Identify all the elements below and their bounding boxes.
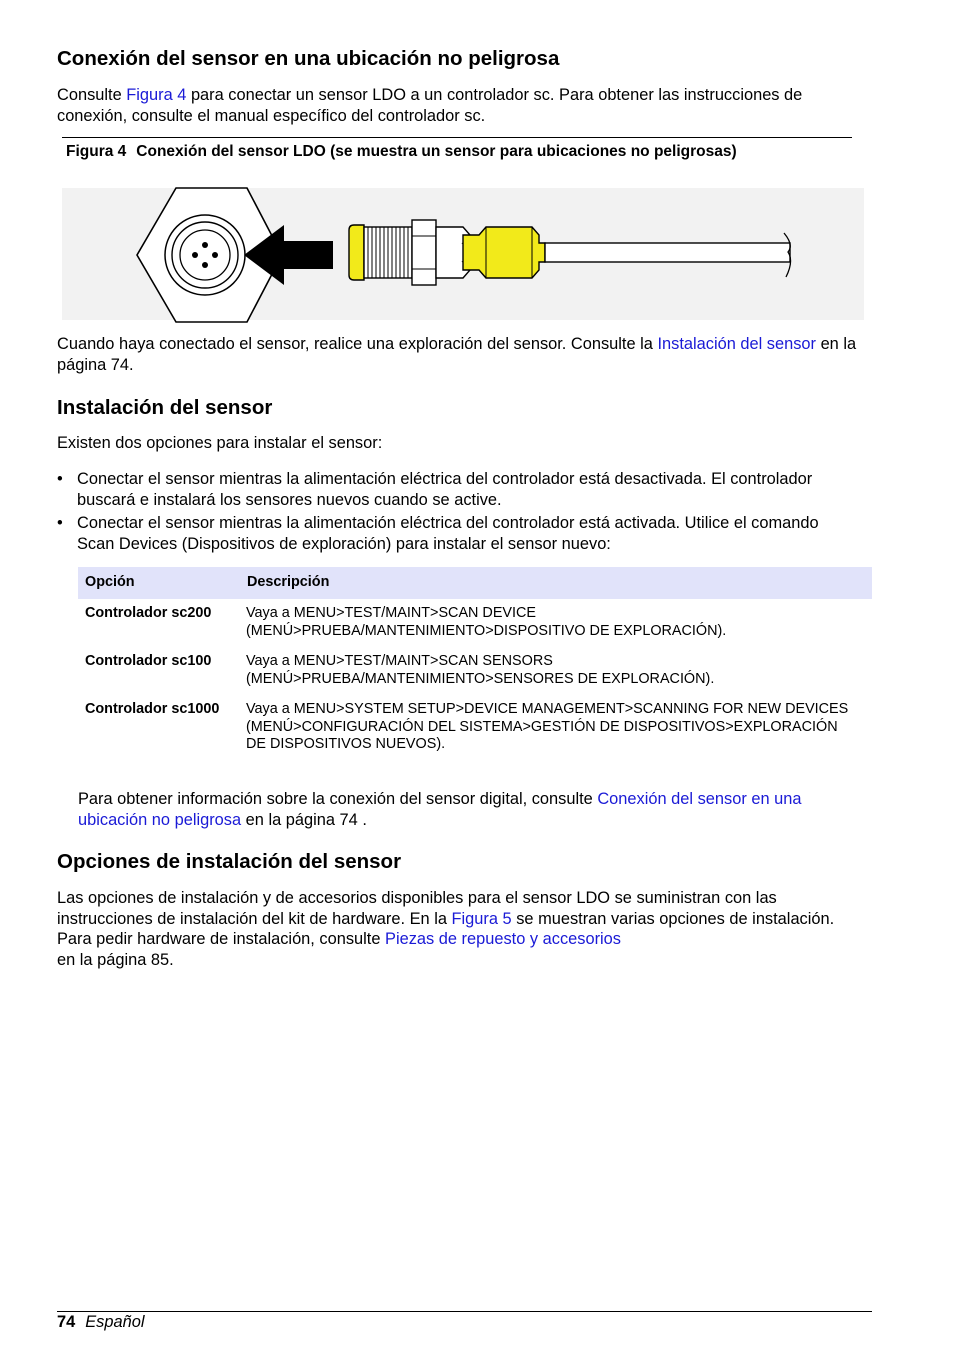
after-figure-text-end: en la página 74.: [57, 335, 857, 374]
installation-options-list: [57, 469, 847, 557]
install-options-text-3: en la página 85.: [57, 950, 174, 969]
section1-intro: [57, 85, 867, 126]
section-heading-connection: Conexión del sensor en una ubicación no peligrosa: [57, 47, 560, 70]
install-options-text: [57, 888, 867, 970]
table-row: [78, 647, 872, 695]
header-description: Descripción: [240, 567, 872, 599]
spare-parts-link[interactable]: Piezas de repuesto y accesorios: [385, 930, 621, 948]
after-figure-text: [57, 334, 867, 375]
figure4-caption-text: Conexión del sensor LDO (se muestra un sensor para ubicaciones no peligrosas): [136, 143, 737, 160]
page-number: 74: [57, 1313, 76, 1331]
figure4-illustration: [62, 183, 864, 325]
description-cell: Vaya a MENU>SYSTEM SETUP>DEVICE MANAGEMENT>SCANNING FOR NEW DEVICES (MENÚ>CONFIGURACIÓN DEL SISTEMA>GESTIÓN DE DISPOSITIVOS>EXPLORACIÓN DE DISPOSITIVOS NUEVOS).: [246, 701, 849, 752]
footer-rule: [57, 1311, 872, 1312]
footer-language: Español: [85, 1313, 145, 1331]
option-cell: Controlador sc100: [85, 653, 212, 669]
sensor-installation-link[interactable]: Instalación del sensor: [657, 335, 817, 353]
after-table-text-end: en la página 74 .: [241, 810, 367, 829]
bullet-icon: •: [57, 470, 63, 488]
table-row: [78, 599, 872, 647]
after-table-text: [78, 789, 868, 830]
page-footer: [57, 1312, 144, 1333]
option-cell: Controlador sc1000: [85, 701, 220, 717]
list-item-text: Conectar el sensor mientras la alimentación eléctrica del controlador está activada. Utilice el comando Scan Devices (Dispositivos de exploración) para instalar el sensor nuevo:: [77, 514, 819, 553]
connection-nonhazardous-link[interactable]: Conexión del sensor en una ubicación no peligrosa: [78, 790, 802, 829]
option-cell: Controlador sc200: [85, 605, 212, 621]
description-cell: Vaya a MENU>TEST/MAINT>SCAN SENSORS (MENÚ>PRUEBA/MANTENIMIENTO>SENSORES DE EXPLORACIÓN).: [246, 653, 715, 687]
list-item-text: Conectar el sensor mientras la alimentación eléctrica del controlador está desactivada. El controlador buscará e instalará los sensores nuevos cuando se active.: [77, 470, 813, 509]
intro-text-end: para conectar un sensor LDO a un controlador sc. Para obtener las instrucciones de conexión, consulte el manual específico del controlador sc.: [57, 86, 803, 125]
figure4-caption: [66, 143, 737, 161]
figure5-link[interactable]: Figura 5: [451, 909, 512, 928]
list-item: [57, 469, 847, 510]
figure4-link[interactable]: Figura 4: [126, 86, 187, 104]
after-table-text-start: Para obtener información sobre la conexión del sensor digital, consulte: [78, 790, 598, 808]
scan-options-table: [78, 567, 872, 761]
after-figure-text-start: Cuando haya conectado el sensor, realice una exploración del sensor. Consulte la: [57, 335, 658, 353]
figure4-number: Figura 4: [66, 143, 127, 160]
install-options-text-2: se muestran varias opciones de instalación. Para pedir hardware de instalación, consulte: [57, 909, 835, 948]
table-row: [78, 695, 872, 761]
list-item: [57, 513, 847, 554]
header-option: Opción: [78, 567, 240, 599]
section-heading-installation: Instalación del sensor: [57, 396, 273, 419]
description-cell: Vaya a MENU>TEST/MAINT>SCAN DEVICE (MENÚ>PRUEBA/MANTENIMIENTO>DISPOSITIVO DE EXPLORACIÓN).: [246, 605, 727, 639]
install-options-text-1: Las opciones de instalación y de accesorios disponibles para el sensor LDO se suministran con las instrucciones de instalación del kit de hardware. En la: [57, 889, 777, 928]
installation-intro: Existen dos opciones para instalar el sensor:: [57, 434, 383, 452]
table-header-row: [78, 567, 872, 599]
intro-text-start: Consulte: [57, 86, 127, 104]
figure-top-rule: [62, 137, 852, 138]
section-heading-install-options: Opciones de instalación del sensor: [57, 850, 402, 873]
bullet-icon: •: [57, 514, 63, 532]
